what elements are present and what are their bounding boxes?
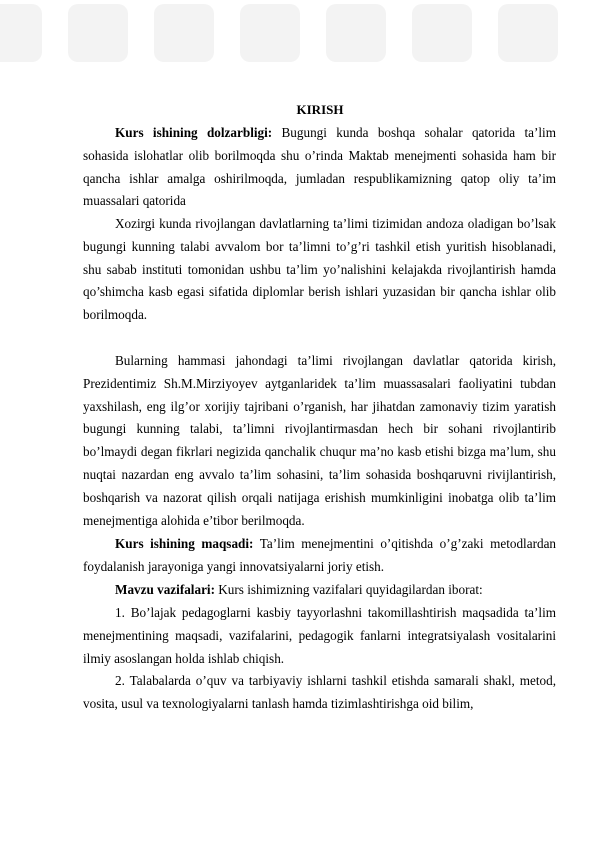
paragraph-label: Mavzu vazifalari: [115, 582, 215, 597]
watermark-shape [240, 4, 300, 62]
page-title: KIRISH [296, 102, 344, 117]
watermark-shape [498, 4, 558, 62]
paragraph-text: Bularning hammasi jahondagi ta’limi rivojlangan davlatlar qatorida kirish, Prezidentimiz Sh.M.Mirziyoyev aytganlaridek ta’lim muassasalari faoliyatini tubdan yaxshilash, eng ilg’or xorijiy tajribani o’rganish, har jihatdan zamonaviy tizim yaratish bugungi kunning talabi, ta’limni rivojlantirmasdan hech bir sohani rivojlantirib bo’lmaydi degan fikrlari negizida qanchalik chuqur ma’no kasb etishi bizga ma’lum, shu nuqtai nazardan eng avvalo ta’lim sohasini, ta’lim sohasida boshqaruvni rivijlantirish, boshqarish va nazorat qilish orqali natijaga erishish mumkinligini inobatga olib ta’lim menejmentiga alohida e’tibor berilmoqda. [83, 353, 556, 528]
paragraph [83, 213, 556, 327]
list-item [83, 602, 556, 670]
paragraph [83, 350, 556, 532]
list-item [83, 670, 556, 716]
watermark-shape [154, 4, 214, 62]
paragraph-goal [83, 533, 556, 579]
watermark-shape [412, 4, 472, 62]
paragraph-label: Kurs ishining maqsadi: [115, 536, 254, 551]
paragraph-text: Ta’lim menejmentini o’qitishda o’g’zaki metodlardan foydalanish jarayoniga yangi innovatsiyalarni joriy etish. [83, 536, 557, 574]
paragraph-text: Kurs ishimizning vazifalari quyidagilardan iborat: [214, 582, 483, 597]
paragraph-text: Xozirgi kunda rivojlangan davlatlarning ta’limi tizimidan andoza oladigan bo’lsak bugungi kunning talabi avvalom bor ta’limni to’g’ri tashkil etish yuritish hisoblanadi, shu sabab instituti tomonidan ushbu ta’lim yo’nalishini kelajakda rivojlantirish hamda qo’shimcha kasb egasi sifatida diplomlar berish ishlari yuzasidan bir qancha ishlar olib borilmoqda. [83, 216, 556, 323]
paragraph-label: Kurs ishining dolzarbligi: [115, 125, 273, 140]
watermark-shape [68, 4, 128, 62]
paragraph-relevance [83, 122, 556, 213]
paragraph-tasks [83, 579, 556, 602]
paragraph-text: 1. Bo’lajak pedagoglarni kasbiy tayyorlashni takomillashtirish maqsadida ta’lim menejmentining maqsadi, vazifalarini, pedagogik fanlarni integratsiyalash vositalarini ilmiy asoslangan holda ishlab chiqish. [83, 605, 556, 666]
watermark-shape [0, 4, 42, 62]
watermark [0, 4, 595, 74]
watermark-shape [326, 4, 386, 62]
paragraph-text: Bugungi kunda boshqa sohalar qatorida ta’lim sohasida islohatlar olib borilmoqda shu o’rinda Maktab menejmenti sohasida ham bir qancha ishlar amalga oshirilmoqda, jumladan respublikamizning qatop oliy ta’im muassalari qatorida [83, 125, 556, 209]
paragraph-text: 2. Talabalarda o’quv va tarbiyaviy ishlarni tashkil etishda samarali shakl, metod, vosita, usul va texnologiyalarni tanlash hamda tizimlashtirishga oid bilim, [83, 673, 556, 711]
